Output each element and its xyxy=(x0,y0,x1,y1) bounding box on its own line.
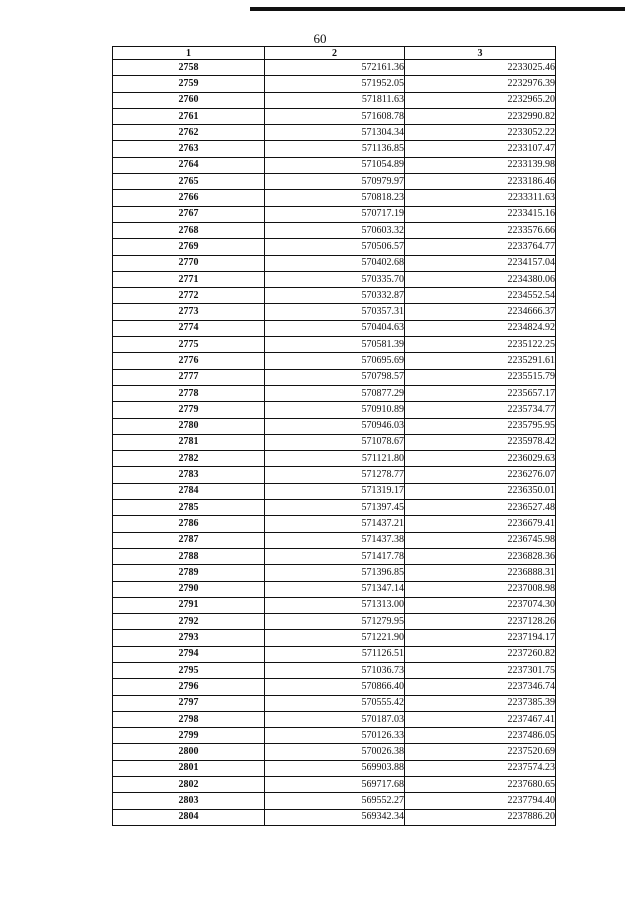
x-coordinate-cell: 569717.68 xyxy=(265,777,405,793)
y-coordinate-cell: 2237194.17 xyxy=(405,630,556,646)
table-row xyxy=(113,76,556,92)
y-coordinate-cell: 2235291.61 xyxy=(405,353,556,369)
table-row xyxy=(113,630,556,646)
y-coordinate-cell: 2236828.36 xyxy=(405,548,556,564)
point-number-cell: 2764 xyxy=(113,157,265,173)
coordinates-table xyxy=(112,46,556,826)
x-coordinate-cell: 571221.90 xyxy=(265,630,405,646)
point-number-cell: 2794 xyxy=(113,646,265,662)
y-coordinate-cell: 2237574.23 xyxy=(405,760,556,776)
table-row xyxy=(113,744,556,760)
point-number-cell: 2768 xyxy=(113,222,265,238)
point-number-cell: 2795 xyxy=(113,662,265,678)
y-coordinate-cell: 2237074.30 xyxy=(405,597,556,613)
y-coordinate-cell: 2232965.20 xyxy=(405,92,556,108)
y-coordinate-cell: 2237520.69 xyxy=(405,744,556,760)
x-coordinate-cell: 570404.63 xyxy=(265,320,405,336)
y-coordinate-cell: 2237467.41 xyxy=(405,711,556,727)
table-row xyxy=(113,662,556,678)
y-coordinate-cell: 2237794.40 xyxy=(405,793,556,809)
point-number-cell: 2797 xyxy=(113,695,265,711)
table-row xyxy=(113,516,556,532)
table-row xyxy=(113,532,556,548)
point-number-cell: 2804 xyxy=(113,809,265,825)
table-row xyxy=(113,255,556,271)
x-coordinate-cell: 570026.38 xyxy=(265,744,405,760)
point-number-cell: 2762 xyxy=(113,125,265,141)
table-row xyxy=(113,695,556,711)
x-coordinate-cell: 570506.57 xyxy=(265,239,405,255)
table-row xyxy=(113,646,556,662)
table-row xyxy=(113,157,556,173)
x-coordinate-cell: 571347.14 xyxy=(265,581,405,597)
table-row xyxy=(113,402,556,418)
table-row xyxy=(113,597,556,613)
y-coordinate-cell: 2233107.47 xyxy=(405,141,556,157)
y-coordinate-cell: 2237385.39 xyxy=(405,695,556,711)
y-coordinate-cell: 2237486.05 xyxy=(405,728,556,744)
x-coordinate-cell: 569552.27 xyxy=(265,793,405,809)
x-coordinate-cell: 571396.85 xyxy=(265,565,405,581)
y-coordinate-cell: 2236745.98 xyxy=(405,532,556,548)
table-row xyxy=(113,320,556,336)
table-row xyxy=(113,125,556,141)
point-number-cell: 2792 xyxy=(113,614,265,630)
table-row xyxy=(113,239,556,255)
point-number-cell: 2759 xyxy=(113,76,265,92)
y-coordinate-cell: 2235515.79 xyxy=(405,369,556,385)
y-coordinate-cell: 2236679.41 xyxy=(405,516,556,532)
table-row xyxy=(113,337,556,353)
y-coordinate-cell: 2237128.26 xyxy=(405,614,556,630)
x-coordinate-cell: 570695.69 xyxy=(265,353,405,369)
y-coordinate-cell: 2232990.82 xyxy=(405,108,556,124)
x-coordinate-cell: 569342.34 xyxy=(265,809,405,825)
point-number-cell: 2758 xyxy=(113,60,265,76)
table-row xyxy=(113,777,556,793)
point-number-cell: 2770 xyxy=(113,255,265,271)
x-coordinate-cell: 571437.21 xyxy=(265,516,405,532)
table-row xyxy=(113,222,556,238)
point-number-cell: 2803 xyxy=(113,793,265,809)
y-coordinate-cell: 2237886.20 xyxy=(405,809,556,825)
table-row xyxy=(113,206,556,222)
x-coordinate-cell: 571304.34 xyxy=(265,125,405,141)
x-coordinate-cell: 569903.88 xyxy=(265,760,405,776)
column-header-3: 3 xyxy=(405,47,556,60)
y-coordinate-cell: 2236888.31 xyxy=(405,565,556,581)
table-row xyxy=(113,679,556,695)
point-number-cell: 2786 xyxy=(113,516,265,532)
y-coordinate-cell: 2237008.98 xyxy=(405,581,556,597)
y-coordinate-cell: 2237301.75 xyxy=(405,662,556,678)
x-coordinate-cell: 571417.78 xyxy=(265,548,405,564)
x-coordinate-cell: 570818.23 xyxy=(265,190,405,206)
point-number-cell: 2766 xyxy=(113,190,265,206)
x-coordinate-cell: 570402.68 xyxy=(265,255,405,271)
x-coordinate-cell: 570910.89 xyxy=(265,402,405,418)
table-row xyxy=(113,614,556,630)
y-coordinate-cell: 2235734.77 xyxy=(405,402,556,418)
point-number-cell: 2801 xyxy=(113,760,265,776)
point-number-cell: 2784 xyxy=(113,483,265,499)
point-number-cell: 2790 xyxy=(113,581,265,597)
x-coordinate-cell: 571319.17 xyxy=(265,483,405,499)
x-coordinate-cell: 570717.19 xyxy=(265,206,405,222)
point-number-cell: 2780 xyxy=(113,418,265,434)
y-coordinate-cell: 2233415.16 xyxy=(405,206,556,222)
y-coordinate-cell: 2236527.48 xyxy=(405,500,556,516)
point-number-cell: 2767 xyxy=(113,206,265,222)
point-number-cell: 2796 xyxy=(113,679,265,695)
table-row xyxy=(113,711,556,727)
x-coordinate-cell: 571036.73 xyxy=(265,662,405,678)
point-number-cell: 2769 xyxy=(113,239,265,255)
x-coordinate-cell: 570866.40 xyxy=(265,679,405,695)
point-number-cell: 2774 xyxy=(113,320,265,336)
y-coordinate-cell: 2235795.95 xyxy=(405,418,556,434)
point-number-cell: 2799 xyxy=(113,728,265,744)
x-coordinate-cell: 570332.87 xyxy=(265,288,405,304)
y-coordinate-cell: 2232976.39 xyxy=(405,76,556,92)
point-number-cell: 2773 xyxy=(113,304,265,320)
x-coordinate-cell: 570877.29 xyxy=(265,385,405,401)
y-coordinate-cell: 2237260.82 xyxy=(405,646,556,662)
y-coordinate-cell: 2235978.42 xyxy=(405,434,556,450)
point-number-cell: 2760 xyxy=(113,92,265,108)
x-coordinate-cell: 571397.45 xyxy=(265,500,405,516)
page-number: 60 xyxy=(313,31,327,46)
y-coordinate-cell: 2235657.17 xyxy=(405,385,556,401)
point-number-cell: 2776 xyxy=(113,353,265,369)
y-coordinate-cell: 2234824.92 xyxy=(405,320,556,336)
x-coordinate-cell: 572161.36 xyxy=(265,60,405,76)
point-number-cell: 2793 xyxy=(113,630,265,646)
x-coordinate-cell: 571811.63 xyxy=(265,92,405,108)
table-row xyxy=(113,288,556,304)
point-number-cell: 2763 xyxy=(113,141,265,157)
x-coordinate-cell: 570581.39 xyxy=(265,337,405,353)
y-coordinate-cell: 2233025.46 xyxy=(405,60,556,76)
table-row xyxy=(113,728,556,744)
table-row xyxy=(113,793,556,809)
y-coordinate-cell: 2237680.65 xyxy=(405,777,556,793)
header-row xyxy=(113,47,556,60)
point-number-cell: 2800 xyxy=(113,744,265,760)
table-row xyxy=(113,500,556,516)
x-coordinate-cell: 571121.80 xyxy=(265,451,405,467)
y-coordinate-cell: 2236029.63 xyxy=(405,451,556,467)
x-coordinate-cell: 570126.33 xyxy=(265,728,405,744)
point-number-cell: 2779 xyxy=(113,402,265,418)
x-coordinate-cell: 570187.03 xyxy=(265,711,405,727)
table-row xyxy=(113,190,556,206)
table-row xyxy=(113,451,556,467)
table-row xyxy=(113,353,556,369)
x-coordinate-cell: 570798.57 xyxy=(265,369,405,385)
point-number-cell: 2777 xyxy=(113,369,265,385)
table-row xyxy=(113,483,556,499)
table-row xyxy=(113,418,556,434)
y-coordinate-cell: 2234380.06 xyxy=(405,271,556,287)
table-row xyxy=(113,760,556,776)
x-coordinate-cell: 571078.67 xyxy=(265,434,405,450)
y-coordinate-cell: 2234666.37 xyxy=(405,304,556,320)
y-coordinate-cell: 2237346.74 xyxy=(405,679,556,695)
table-row xyxy=(113,60,556,76)
table-row xyxy=(113,304,556,320)
x-coordinate-cell: 571278.77 xyxy=(265,467,405,483)
x-coordinate-cell: 571126.51 xyxy=(265,646,405,662)
x-coordinate-cell: 571279.95 xyxy=(265,614,405,630)
point-number-cell: 2791 xyxy=(113,597,265,613)
y-coordinate-cell: 2233186.46 xyxy=(405,174,556,190)
table-row xyxy=(113,108,556,124)
table-row xyxy=(113,548,556,564)
table-row xyxy=(113,174,556,190)
x-coordinate-cell: 570946.03 xyxy=(265,418,405,434)
x-coordinate-cell: 571313.00 xyxy=(265,597,405,613)
point-number-cell: 2785 xyxy=(113,500,265,516)
point-number-cell: 2798 xyxy=(113,711,265,727)
table-row xyxy=(113,271,556,287)
table-row xyxy=(113,565,556,581)
point-number-cell: 2782 xyxy=(113,451,265,467)
y-coordinate-cell: 2235122.25 xyxy=(405,337,556,353)
x-coordinate-cell: 571054.89 xyxy=(265,157,405,173)
table-row xyxy=(113,385,556,401)
y-coordinate-cell: 2233052.22 xyxy=(405,125,556,141)
point-number-cell: 2781 xyxy=(113,434,265,450)
y-coordinate-cell: 2233311.63 xyxy=(405,190,556,206)
x-coordinate-cell: 571136.85 xyxy=(265,141,405,157)
y-coordinate-cell: 2234552.54 xyxy=(405,288,556,304)
table-row xyxy=(113,92,556,108)
point-number-cell: 2765 xyxy=(113,174,265,190)
x-coordinate-cell: 571608.78 xyxy=(265,108,405,124)
table-row xyxy=(113,369,556,385)
table-row xyxy=(113,434,556,450)
point-number-cell: 2772 xyxy=(113,288,265,304)
point-number-cell: 2788 xyxy=(113,548,265,564)
x-coordinate-cell: 570603.32 xyxy=(265,222,405,238)
point-number-cell: 2761 xyxy=(113,108,265,124)
column-header-1: 1 xyxy=(113,47,265,60)
x-coordinate-cell: 571437.38 xyxy=(265,532,405,548)
point-number-cell: 2802 xyxy=(113,777,265,793)
y-coordinate-cell: 2236350.01 xyxy=(405,483,556,499)
x-coordinate-cell: 571952.05 xyxy=(265,76,405,92)
x-coordinate-cell: 570979.97 xyxy=(265,174,405,190)
x-coordinate-cell: 570335.70 xyxy=(265,271,405,287)
y-coordinate-cell: 2233764.77 xyxy=(405,239,556,255)
point-number-cell: 2787 xyxy=(113,532,265,548)
point-number-cell: 2783 xyxy=(113,467,265,483)
y-coordinate-cell: 2233139.98 xyxy=(405,157,556,173)
x-coordinate-cell: 570555.42 xyxy=(265,695,405,711)
point-number-cell: 2778 xyxy=(113,385,265,401)
y-coordinate-cell: 2236276.07 xyxy=(405,467,556,483)
point-number-cell: 2775 xyxy=(113,337,265,353)
y-coordinate-cell: 2234157.04 xyxy=(405,255,556,271)
table-row xyxy=(113,581,556,597)
x-coordinate-cell: 570357.31 xyxy=(265,304,405,320)
point-number-cell: 2789 xyxy=(113,565,265,581)
table-row xyxy=(113,809,556,825)
point-number-cell: 2771 xyxy=(113,271,265,287)
top-rule xyxy=(250,7,625,11)
table-row xyxy=(113,141,556,157)
y-coordinate-cell: 2233576.66 xyxy=(405,222,556,238)
column-header-2: 2 xyxy=(265,47,405,60)
table-row xyxy=(113,467,556,483)
